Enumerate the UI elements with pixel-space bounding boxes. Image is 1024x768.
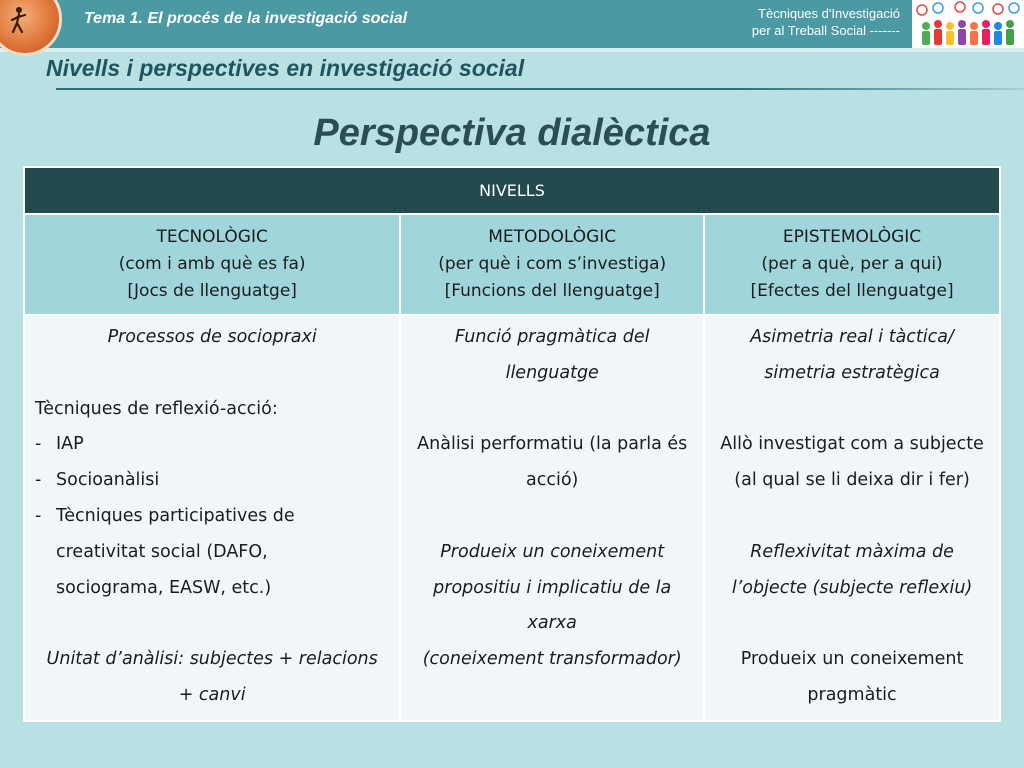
cell-spacer	[25, 606, 399, 642]
bullet-item: - IAP	[25, 427, 399, 463]
cell-line: propositiu i implicatiu de la	[433, 577, 672, 598]
level-header-tecnologic	[24, 214, 400, 315]
level-language: [Jocs de llenguatge]	[127, 281, 297, 301]
cell-line: l’objecte (subjecte reflexiu)	[731, 577, 973, 598]
level-name: EPISTEMOLÒGIC	[782, 227, 922, 247]
level-question: (per a què, per a qui)	[761, 254, 943, 274]
level-language: [Funcions del llenguatge]	[444, 281, 660, 301]
cell-line: Funció pragmàtica del	[454, 327, 650, 347]
cell-spacer	[401, 499, 703, 535]
cell-line: Asimetria real i tàctica/	[750, 327, 954, 347]
level-name: METODOLÒGIC	[488, 227, 617, 247]
levels-table	[23, 166, 1001, 722]
table-header: NIVELLS	[24, 167, 1000, 214]
cell-line: pragmàtic	[807, 684, 897, 705]
cell-line: simetria estratègica	[764, 362, 940, 383]
slide-title: Perspectiva dialèctica	[313, 112, 711, 154]
cell-epistemologic	[704, 315, 1000, 721]
cell-line: (al qual se li deixa dir i fer)	[734, 470, 970, 491]
level-header-epistemologic	[704, 214, 1000, 315]
cell-spacer	[25, 356, 399, 392]
cell-tecnologic	[24, 315, 400, 721]
cell-spacer	[705, 606, 999, 642]
cell-spacer	[705, 392, 999, 428]
cell-line: xarxa	[527, 613, 577, 634]
bullet-item: - Socioanàlisi	[25, 463, 399, 499]
bullet-continuation: sociograma, EASW, etc.)	[56, 577, 272, 598]
cell-line: llenguatge	[505, 362, 599, 383]
cell-line: Reflexivitat màxima de	[750, 541, 954, 562]
header-divider	[0, 48, 1024, 52]
cell-line: Anàlisi performatiu (la parla és	[417, 434, 688, 455]
cell-line: (coneixement transformador)	[422, 649, 682, 670]
level-name: TECNOLÒGIC	[156, 227, 268, 247]
cell-line: Produeix un coneixement	[740, 649, 964, 670]
level-language: [Efectes del llenguatge]	[750, 281, 954, 301]
cell-line: Allò investigat com a subjecte	[720, 434, 984, 455]
bullet-item: - Tècniques participatives de	[25, 499, 399, 535]
cell-line: Produeix un coneixement	[440, 541, 665, 562]
course-name-line2: per al Treball Social -------	[751, 23, 900, 38]
level-header-metodologic	[400, 214, 704, 315]
level-question: (per què i com s’investiga)	[438, 254, 667, 274]
cell-line: + canvi	[178, 684, 246, 705]
level-question: (com i amb què es fa)	[118, 254, 306, 274]
cell-line: Processos de sociopraxi	[107, 327, 317, 347]
cell-spacer	[705, 499, 999, 535]
cell-line: Unitat d’anàlisi: subjectes + relacions	[46, 649, 378, 670]
bullet-continuation: creativitat social (DAFO,	[56, 541, 268, 562]
course-topic: Tema 1. El procés de la investigació social	[84, 10, 408, 27]
cell-metodologic	[400, 315, 704, 721]
cell-line: acció)	[526, 470, 579, 491]
cell-line: Tècniques de reflexió-acció:	[35, 398, 278, 419]
people-group-icon	[912, 0, 1024, 48]
subtitle-rule	[56, 88, 1024, 90]
course-name	[700, 5, 900, 39]
course-name-line1: Tècniques d'Investigació	[758, 6, 900, 21]
section-subtitle: Nivells i perspectives en investigació social	[46, 55, 525, 81]
cell-spacer	[401, 392, 703, 428]
